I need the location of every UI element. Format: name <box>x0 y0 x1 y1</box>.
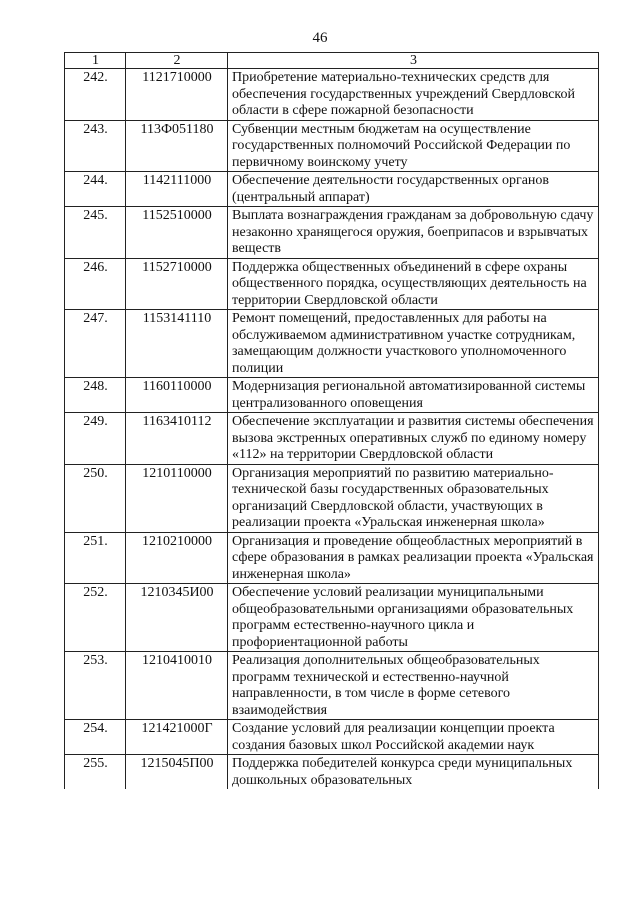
row-number: 248. <box>65 378 126 413</box>
row-name: Поддержка победителей конкурса среди муниципальных дошкольных образовательных <box>228 755 599 790</box>
row-number: 250. <box>65 464 126 532</box>
row-number: 252. <box>65 584 126 652</box>
row-number: 254. <box>65 720 126 755</box>
row-number: 255. <box>65 755 126 790</box>
row-code: 1152710000 <box>126 258 228 310</box>
row-code: 1210410010 <box>126 652 228 720</box>
row-name: Ремонт помещений, предоставленных для работы на обслуживаемом административном участке сотрудникам, замещающим должности участкового уполномоченного полиции <box>228 310 599 378</box>
row-name: Обеспечение эксплуатации и развития системы обеспечения вызова экстренных оперативных служб по единому номеру «112» на территории Свердловской области <box>228 413 599 465</box>
row-name: Субвенции местным бюджетам на осуществление государственных полномочий Российской Федерации по первичному воинскому учету <box>228 120 599 172</box>
row-code: 1153141110 <box>126 310 228 378</box>
budget-classification-table <box>64 52 599 789</box>
row-name: Модернизация региональной автоматизированной системы централизованного оповещения <box>228 378 599 413</box>
column-header-number: 1 <box>65 53 126 69</box>
row-code: 1163410112 <box>126 413 228 465</box>
row-name: Организация и проведение общеобластных мероприятий в сфере образования в рамках реализации проекта «Уральская инженерная школа» <box>228 532 599 584</box>
column-header-code: 2 <box>126 53 228 69</box>
row-name: Обеспечение условий реализации муниципальными общеобразовательными организациями образовательных программ естественно-научного цикла и профориентационной работы <box>228 584 599 652</box>
column-header-name: 3 <box>228 53 599 69</box>
table-row <box>65 172 599 207</box>
row-number: 249. <box>65 413 126 465</box>
row-number: 244. <box>65 172 126 207</box>
row-name: Выплата вознаграждения гражданам за добровольную сдачу незаконно хранящегося оружия, боеприпасов и взрывчатых веществ <box>228 207 599 259</box>
row-number: 246. <box>65 258 126 310</box>
table-row <box>65 755 599 790</box>
row-number: 245. <box>65 207 126 259</box>
table-row <box>65 207 599 259</box>
table-header-row <box>65 53 599 69</box>
row-code: 1210110000 <box>126 464 228 532</box>
table-row <box>65 720 599 755</box>
row-code: 121421000Г <box>126 720 228 755</box>
row-code: 1142111000 <box>126 172 228 207</box>
page-number: 46 <box>312 30 328 46</box>
row-number: 242. <box>65 69 126 121</box>
table-row <box>65 120 599 172</box>
table-row <box>65 584 599 652</box>
row-number: 243. <box>65 120 126 172</box>
row-code: 1152510000 <box>126 207 228 259</box>
table-row <box>65 413 599 465</box>
table-row <box>65 378 599 413</box>
row-name: Организация мероприятий по развитию материально-технической базы государственных образовательных организаций Свердловской области, участвующих в реализации проекта «Уральская инженерная школа» <box>228 464 599 532</box>
row-number: 247. <box>65 310 126 378</box>
row-name: Реализация дополнительных общеобразовательных программ технической и естественно-научной направленности, в том числе в форме сетевого взаимодействия <box>228 652 599 720</box>
row-code: 1210345И00 <box>126 584 228 652</box>
table-row <box>65 69 599 121</box>
table-row <box>65 310 599 378</box>
row-code: 113Ф051180 <box>126 120 228 172</box>
row-name: Поддержка общественных объединений в сфере охраны общественного порядка, осуществляющих деятельность на территории Свердловской области <box>228 258 599 310</box>
table-row <box>65 532 599 584</box>
row-name: Приобретение материально-технических средств для обеспечения государственных учреждений Свердловской области в сфере пожарной безопасности <box>228 69 599 121</box>
table-row <box>65 464 599 532</box>
row-code: 1160110000 <box>126 378 228 413</box>
row-code: 1210210000 <box>126 532 228 584</box>
row-number: 253. <box>65 652 126 720</box>
row-name: Обеспечение деятельности государственных органов (центральный аппарат) <box>228 172 599 207</box>
row-name: Создание условий для реализации концепции проекта создания базовых школ Российской академии наук <box>228 720 599 755</box>
row-number: 251. <box>65 532 126 584</box>
row-code: 1215045П00 <box>126 755 228 790</box>
table-row <box>65 258 599 310</box>
table-row <box>65 652 599 720</box>
row-code: 1121710000 <box>126 69 228 121</box>
